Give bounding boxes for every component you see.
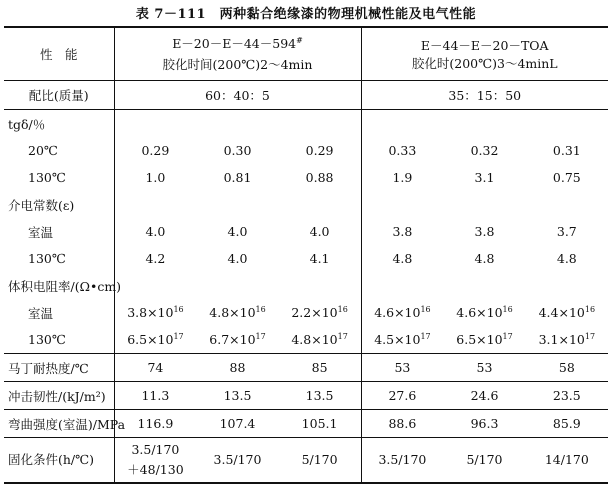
row-label: 室温 [4, 218, 114, 245]
cell-mantissa: 4.8×10 [209, 305, 256, 320]
header-property: 性 能 [4, 27, 114, 81]
table-cell: 3.8 [474, 224, 495, 239]
table-cell [196, 326, 278, 354]
table-cell: 23.5 [526, 382, 608, 410]
table-cell: 0.31 [552, 143, 581, 158]
table-cell: 58 [526, 354, 608, 382]
table-cell [526, 110, 608, 138]
table-cell: 1.0 [145, 170, 166, 185]
group-2-formula: E－44－E－20－TOA [420, 38, 549, 53]
cell-exponent: 16 [584, 305, 596, 314]
cell-exponent: 17 [337, 332, 348, 341]
table-cell [443, 299, 525, 326]
table-cell [114, 299, 196, 326]
table-cell: 11.3 [114, 382, 196, 410]
table-cell: 105.1 [279, 410, 361, 438]
cell-exponent: 16 [420, 305, 431, 314]
table-cell: 3.5/170 [361, 438, 443, 484]
table-row [4, 164, 608, 191]
table-row [4, 354, 608, 382]
row-label: 介电常数(ε) [4, 191, 114, 218]
row-label: 马丁耐热度/℃ [4, 354, 114, 382]
table-cell [279, 299, 361, 326]
cell-mantissa: 2.2×10 [291, 305, 338, 320]
ratio-group-2: 35：15：50 [361, 81, 608, 110]
table-cell: 74 [114, 354, 196, 382]
cell-mantissa: 4.4×10 [538, 305, 585, 320]
table-caption: 表 7－111 两种黏合绝缘漆的物理机械性能及电气性能 [135, 7, 477, 22]
table-cell [361, 272, 443, 299]
row-label: 弯曲强度(室温)/MPa [4, 410, 114, 438]
table-cell [114, 110, 196, 138]
table-cell: 24.6 [443, 382, 525, 410]
table-cell [526, 272, 608, 299]
table-cell: 13.5 [279, 382, 361, 410]
table-cell [526, 326, 608, 354]
cell-exponent: 17 [584, 332, 596, 341]
cell-exponent: 17 [173, 332, 184, 341]
table-cell: 0.81 [223, 170, 252, 185]
table-cell [443, 326, 525, 354]
header-group-2 [361, 27, 608, 81]
cell-mantissa: 6.7×10 [209, 332, 256, 347]
table-cell: 3.8 [392, 224, 413, 239]
table-cell: 107.4 [196, 410, 278, 438]
table-cell: 4.0 [227, 224, 248, 239]
table-cell [361, 299, 443, 326]
row-label: 冲击韧性/(kJ/m²) [4, 382, 114, 410]
table-cell: 5/170 [279, 438, 361, 484]
table-row [4, 191, 608, 218]
table-cell [361, 326, 443, 354]
cell-exponent: 16 [255, 305, 266, 314]
table-cell: 0.88 [279, 164, 361, 191]
table-cell [196, 272, 278, 299]
table-cell [196, 299, 278, 326]
table-cell [279, 191, 361, 218]
table-cell [443, 272, 525, 299]
table-cell: 88 [196, 354, 278, 382]
cell-mantissa: 6.5×10 [127, 332, 174, 347]
cell-exponent: 16 [502, 305, 513, 314]
table-cell [443, 110, 525, 138]
table-cell: 53 [361, 354, 443, 382]
table-cell: 96.3 [443, 410, 525, 438]
table-cell [526, 191, 608, 218]
row-label: 体积电阻率/(Ω•cm) [4, 272, 114, 299]
table-row [4, 438, 608, 484]
cell-exponent: 16 [173, 305, 184, 314]
cell-mantissa: 4.6×10 [456, 305, 503, 320]
table-cell: 4.2 [145, 251, 166, 266]
table-cell: 116.9 [114, 410, 196, 438]
table-cell [279, 326, 361, 354]
table-cell: 3.7 [556, 224, 577, 239]
table-cell: 53 [443, 354, 525, 382]
ratio-row [4, 81, 608, 110]
group-2-gel-time: 胶化时(200℃)3～4minL [411, 56, 558, 71]
table-cell: 4.0 [227, 251, 248, 266]
cell-mantissa: 3.8×10 [127, 305, 174, 320]
table-cell: 3.5/170 [196, 438, 278, 484]
cell-exponent: 16 [337, 305, 348, 314]
row-label: tgδ/％ [4, 110, 114, 138]
header-row [4, 27, 608, 81]
row-label: 室温 [4, 299, 114, 326]
table-cell [279, 272, 361, 299]
table-cell: 4.0 [279, 218, 361, 245]
cell-exponent: 17 [502, 332, 513, 341]
table-row [4, 110, 608, 138]
table-cell: 3.1 [474, 170, 495, 185]
table-cell: 0.29 [141, 143, 170, 158]
table-cell: 0.75 [552, 170, 581, 185]
table-cell: 13.5 [196, 382, 278, 410]
table-row [4, 382, 608, 410]
group-1-formula: E－20－E－44－594 [172, 36, 297, 51]
row-label: 20℃ [4, 137, 114, 164]
table-cell [443, 191, 525, 218]
table-cell: 4.1 [279, 245, 361, 272]
table-row [4, 272, 608, 299]
cell-line-1: 3.5/170 [131, 442, 180, 457]
row-label: 固化条件(h/℃) [4, 438, 114, 484]
table-cell [114, 191, 196, 218]
cell-exponent: 17 [420, 332, 431, 341]
row-label: 130℃ [4, 164, 114, 191]
ratio-label: 配比(质量) [4, 81, 114, 110]
table-cell: 0.32 [470, 143, 499, 158]
table-cell [196, 110, 278, 138]
table-cell [361, 110, 443, 138]
table-cell: 14/170 [526, 438, 608, 484]
row-label: 130℃ [4, 245, 114, 272]
table-body [4, 110, 608, 484]
table-cell [196, 191, 278, 218]
table-row [4, 137, 608, 164]
table-cell [279, 110, 361, 138]
cell-mantissa: 6.5×10 [456, 332, 503, 347]
cell-mantissa: 4.6×10 [374, 305, 421, 320]
table-cell: 5/170 [443, 438, 525, 484]
table-row [4, 218, 608, 245]
table-cell: 1.9 [392, 170, 413, 185]
row-label: 130℃ [4, 326, 114, 354]
table-row [4, 326, 608, 354]
table-cell: 88.6 [361, 410, 443, 438]
table-cell: 4.0 [145, 224, 166, 239]
table-row [4, 410, 608, 438]
header-group-1 [114, 27, 361, 81]
table-cell [526, 299, 608, 326]
group-1-gel-time: 胶化时间(200℃)2～4min [162, 57, 313, 72]
table-cell: 4.8 [474, 251, 495, 266]
table-cell: 0.30 [223, 143, 252, 158]
table-row [4, 245, 608, 272]
cell-mantissa: 4.5×10 [374, 332, 421, 347]
cell-mantissa: 3.1×10 [538, 332, 585, 347]
table-cell: 85.9 [526, 410, 608, 438]
table-cell: 85 [279, 354, 361, 382]
cell-mantissa: 4.8×10 [291, 332, 338, 347]
table-cell [361, 191, 443, 218]
table-cell: 4.8 [556, 251, 577, 266]
cell-line-2: ＋48/130 [127, 462, 184, 477]
table-cell [114, 438, 196, 484]
table-cell: 0.33 [388, 143, 417, 158]
table-cell: 0.29 [279, 137, 361, 164]
table-row [4, 299, 608, 326]
ratio-group-1: 60：40：5 [114, 81, 361, 110]
group-1-mark: # [296, 36, 303, 45]
cell-exponent: 17 [255, 332, 266, 341]
table-cell [114, 272, 196, 299]
properties-table [4, 26, 608, 484]
table-cell [114, 326, 196, 354]
table-cell: 4.8 [392, 251, 413, 266]
table-cell: 27.6 [361, 382, 443, 410]
